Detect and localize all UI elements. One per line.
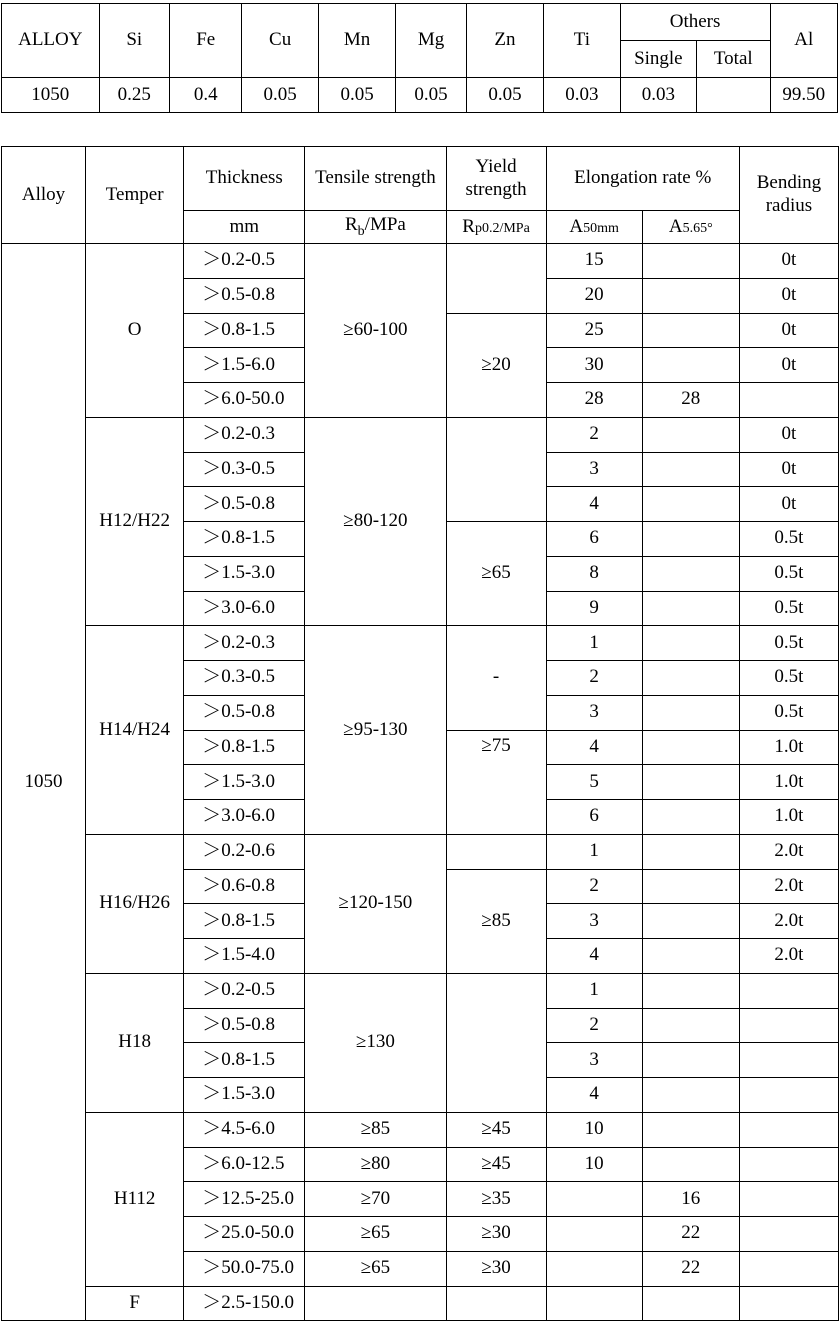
bend-cell: 0.5t [739, 556, 838, 591]
a50-cell: 2 [546, 417, 642, 452]
table-row [2, 1286, 839, 1321]
a565-cell [642, 800, 739, 835]
a565-cell [642, 348, 739, 383]
thickness-cell: ＞0.5-0.8 [184, 1008, 305, 1043]
bend-cell: 0.5t [739, 522, 838, 557]
comp-header-ti: Ti [544, 4, 620, 78]
bend-cell: 1.0t [739, 765, 838, 800]
header-bending: Bending radius [739, 147, 838, 244]
bend-cell: 0.5t [739, 661, 838, 696]
bend-cell: 0t [739, 417, 838, 452]
table-row [2, 834, 839, 869]
bend-cell: 2.0t [739, 904, 838, 939]
comp-cell: 0.05 [242, 78, 318, 113]
thickness-cell: ＞12.5-25.0 [184, 1182, 305, 1217]
yield-cell: ≥65 [446, 522, 546, 626]
a565-cell [642, 695, 739, 730]
comp-row [2, 78, 838, 113]
tensile-cell: ≥80 [305, 1147, 446, 1182]
a565-cell: 22 [642, 1217, 739, 1252]
header-yield-unit: Rp0.2/MPa [446, 211, 546, 244]
a565-cell [642, 522, 739, 557]
a565-cell [642, 1147, 739, 1182]
temper-cell: H112 [86, 1112, 184, 1286]
bend-cell [739, 1078, 838, 1113]
header-elongation: Elongation rate % [546, 147, 739, 211]
comp-header-cu: Cu [242, 4, 318, 78]
a50-cell: 9 [546, 591, 642, 626]
a50-cell [546, 1182, 642, 1217]
comp-cell: 1050 [2, 78, 100, 113]
bend-cell: 0t [739, 278, 838, 313]
bend-cell: 2.0t [739, 834, 838, 869]
yield-cell: ≥75 [446, 730, 546, 834]
bend-cell [739, 1147, 838, 1182]
tensile-cell: ≥65 [305, 1251, 446, 1286]
comp-cell: 0.03 [544, 78, 620, 113]
a565-cell [642, 939, 739, 974]
a50-cell: 3 [546, 1043, 642, 1078]
comp-header-si: Si [99, 4, 169, 78]
thickness-cell: ＞0.2-0.5 [184, 973, 305, 1008]
a565-cell [642, 626, 739, 661]
a50-cell: 2 [546, 661, 642, 696]
a50-cell: 1 [546, 973, 642, 1008]
bend-cell [739, 973, 838, 1008]
temper-cell: H18 [86, 973, 184, 1112]
a565-cell [642, 834, 739, 869]
temper-cell: H14/H24 [86, 626, 184, 835]
header-tensile: Tensile strength [305, 147, 446, 211]
bend-cell: 0t [739, 348, 838, 383]
comp-header-zn: Zn [466, 4, 543, 78]
a50-cell [546, 1286, 642, 1321]
yield-cell [446, 973, 546, 1112]
thickness-cell: ＞6.0-50.0 [184, 383, 305, 418]
bend-cell: 1.0t [739, 800, 838, 835]
a565-cell [642, 452, 739, 487]
thickness-cell: ＞0.8-1.5 [184, 730, 305, 765]
a565-cell [642, 1043, 739, 1078]
header-a565: A5.65° [642, 211, 739, 244]
a565-cell [642, 487, 739, 522]
a565-cell [642, 1286, 739, 1321]
tensile-cell: ≥95-130 [305, 626, 446, 835]
bend-cell: 1.0t [739, 730, 838, 765]
a50-cell: 8 [546, 556, 642, 591]
bend-cell [739, 1112, 838, 1147]
a565-cell [642, 417, 739, 452]
comp-header-alloy: ALLOY [2, 4, 100, 78]
a50-cell: 4 [546, 487, 642, 522]
a565-cell [642, 278, 739, 313]
a50-cell: 5 [546, 765, 642, 800]
bend-cell [739, 1008, 838, 1043]
thickness-cell: ＞0.8-1.5 [184, 313, 305, 348]
tensile-cell: ≥85 [305, 1112, 446, 1147]
a50-cell: 4 [546, 1078, 642, 1113]
thickness-cell: ＞1.5-3.0 [184, 1078, 305, 1113]
comp-cell: 0.05 [396, 78, 466, 113]
bend-cell: 0t [739, 313, 838, 348]
yield-cell: ≥35 [446, 1182, 546, 1217]
thickness-cell: ＞0.5-0.8 [184, 695, 305, 730]
thickness-cell: ＞0.2-0.3 [184, 626, 305, 661]
comp-cell [697, 78, 770, 113]
thickness-cell: ＞4.5-6.0 [184, 1112, 305, 1147]
yield-cell: ≥45 [446, 1112, 546, 1147]
a565-cell: 28 [642, 383, 739, 418]
a50-cell: 1 [546, 834, 642, 869]
yield-cell [446, 1286, 546, 1321]
table-row [2, 973, 839, 1008]
thickness-cell: ＞0.2-0.6 [184, 834, 305, 869]
comp-cell: 99.50 [770, 78, 837, 113]
bend-cell [739, 1286, 838, 1321]
thickness-cell: ＞2.5-150.0 [184, 1286, 305, 1321]
bend-cell: 0.5t [739, 626, 838, 661]
a50-cell: 30 [546, 348, 642, 383]
a50-cell: 25 [546, 313, 642, 348]
thickness-cell: ＞1.5-3.0 [184, 556, 305, 591]
a50-cell: 1 [546, 626, 642, 661]
comp-cell: 0.03 [620, 78, 696, 113]
a50-cell: 10 [546, 1112, 642, 1147]
bend-cell [739, 383, 838, 418]
bend-cell [739, 1182, 838, 1217]
mechanical-properties-table [1, 146, 839, 1321]
thickness-cell: ＞1.5-4.0 [184, 939, 305, 974]
table-row [2, 1112, 839, 1147]
comp-header-others: Others [620, 4, 770, 41]
a50-cell: 4 [546, 939, 642, 974]
thickness-cell: ＞0.5-0.8 [184, 487, 305, 522]
a565-cell [642, 869, 739, 904]
comp-cell: 0.25 [99, 78, 169, 113]
a50-cell: 6 [546, 522, 642, 557]
thickness-cell: ＞0.3-0.5 [184, 452, 305, 487]
a50-cell [546, 1251, 642, 1286]
header-a50: A50mm [546, 211, 642, 244]
comp-header-mn: Mn [318, 4, 395, 78]
bend-cell [739, 1217, 838, 1252]
a565-cell [642, 244, 739, 279]
thickness-cell: ＞3.0-6.0 [184, 800, 305, 835]
header-thickness-unit: mm [184, 211, 305, 244]
bend-cell [739, 1251, 838, 1286]
comp-header-fe: Fe [169, 4, 241, 78]
yield-cell: ≥85 [446, 869, 546, 973]
comp-header-total: Total [697, 41, 770, 78]
yield-cell: ≥30 [446, 1251, 546, 1286]
comp-cell: 0.05 [466, 78, 543, 113]
table-row [2, 417, 839, 452]
tensile-cell: ≥60-100 [305, 244, 446, 418]
bend-cell: 0t [739, 487, 838, 522]
thickness-cell: ＞0.6-0.8 [184, 869, 305, 904]
thickness-cell: ＞25.0-50.0 [184, 1217, 305, 1252]
comp-header-single: Single [620, 41, 696, 78]
thickness-cell: ＞1.5-6.0 [184, 348, 305, 383]
a565-cell [642, 591, 739, 626]
thickness-cell: ＞0.5-0.8 [184, 278, 305, 313]
header-temper: Temper [86, 147, 184, 244]
thickness-cell: ＞0.8-1.5 [184, 522, 305, 557]
header-alloy: Alloy [2, 147, 86, 244]
tensile-cell: ≥130 [305, 973, 446, 1112]
tensile-cell [305, 1286, 446, 1321]
a565-cell: 22 [642, 1251, 739, 1286]
a565-cell [642, 765, 739, 800]
thickness-cell: ＞0.3-0.5 [184, 661, 305, 696]
thickness-cell: ＞0.8-1.5 [184, 904, 305, 939]
thickness-cell: ＞6.0-12.5 [184, 1147, 305, 1182]
yield-cell: - [446, 626, 546, 730]
a565-cell: 16 [642, 1182, 739, 1217]
a50-cell: 6 [546, 800, 642, 835]
comp-cell: 0.05 [318, 78, 395, 113]
temper-cell: H12/H22 [86, 417, 184, 626]
a50-cell: 3 [546, 695, 642, 730]
thickness-cell: ＞0.8-1.5 [184, 1043, 305, 1078]
yield-cell [446, 417, 546, 521]
a50-cell: 2 [546, 1008, 642, 1043]
comp-header-mg: Mg [396, 4, 466, 78]
comp-header-al: Al [770, 4, 837, 78]
a565-cell [642, 904, 739, 939]
tensile-cell: ≥80-120 [305, 417, 446, 626]
bend-cell: 0t [739, 452, 838, 487]
temper-cell: H16/H26 [86, 834, 184, 973]
bend-cell: 2.0t [739, 939, 838, 974]
yield-cell: ≥45 [446, 1147, 546, 1182]
tensile-cell: ≥120-150 [305, 834, 446, 973]
a565-cell [642, 556, 739, 591]
thickness-cell: ＞0.2-0.3 [184, 417, 305, 452]
bend-cell: 0.5t [739, 591, 838, 626]
a50-cell: 2 [546, 869, 642, 904]
a565-cell [642, 313, 739, 348]
yield-cell [446, 834, 546, 869]
yield-cell: ≥20 [446, 313, 546, 417]
thickness-cell: ＞50.0-75.0 [184, 1251, 305, 1286]
yield-cell [446, 244, 546, 314]
a50-cell: 10 [546, 1147, 642, 1182]
bend-cell: 0.5t [739, 695, 838, 730]
a565-cell [642, 1112, 739, 1147]
bend-cell: 2.0t [739, 869, 838, 904]
comp-cell: 0.4 [169, 78, 241, 113]
bend-cell [739, 1043, 838, 1078]
header-thickness: Thickness [184, 147, 305, 211]
alloy-cell: 1050 [2, 244, 86, 1321]
thickness-cell: ＞1.5-3.0 [184, 765, 305, 800]
thickness-cell: ＞3.0-6.0 [184, 591, 305, 626]
a565-cell [642, 661, 739, 696]
header-yield: Yield strength [446, 147, 546, 211]
table-row [2, 626, 839, 661]
a50-cell: 28 [546, 383, 642, 418]
bend-cell: 0t [739, 244, 838, 279]
tensile-cell: ≥65 [305, 1217, 446, 1252]
a565-cell [642, 1008, 739, 1043]
a50-cell: 15 [546, 244, 642, 279]
a565-cell [642, 1078, 739, 1113]
a565-cell [642, 730, 739, 765]
header-tensile-unit: $R_b$/MPa [305, 211, 446, 244]
a565-cell [642, 973, 739, 1008]
temper-cell: F [86, 1286, 184, 1321]
a50-cell: 4 [546, 730, 642, 765]
composition-table [1, 3, 838, 113]
thickness-cell: ＞0.2-0.5 [184, 244, 305, 279]
table-row [2, 244, 839, 279]
tensile-cell: ≥70 [305, 1182, 446, 1217]
yield-cell: ≥30 [446, 1217, 546, 1252]
a50-cell: 3 [546, 904, 642, 939]
a50-cell [546, 1217, 642, 1252]
temper-cell: O [86, 244, 184, 418]
a50-cell: 20 [546, 278, 642, 313]
a50-cell: 3 [546, 452, 642, 487]
